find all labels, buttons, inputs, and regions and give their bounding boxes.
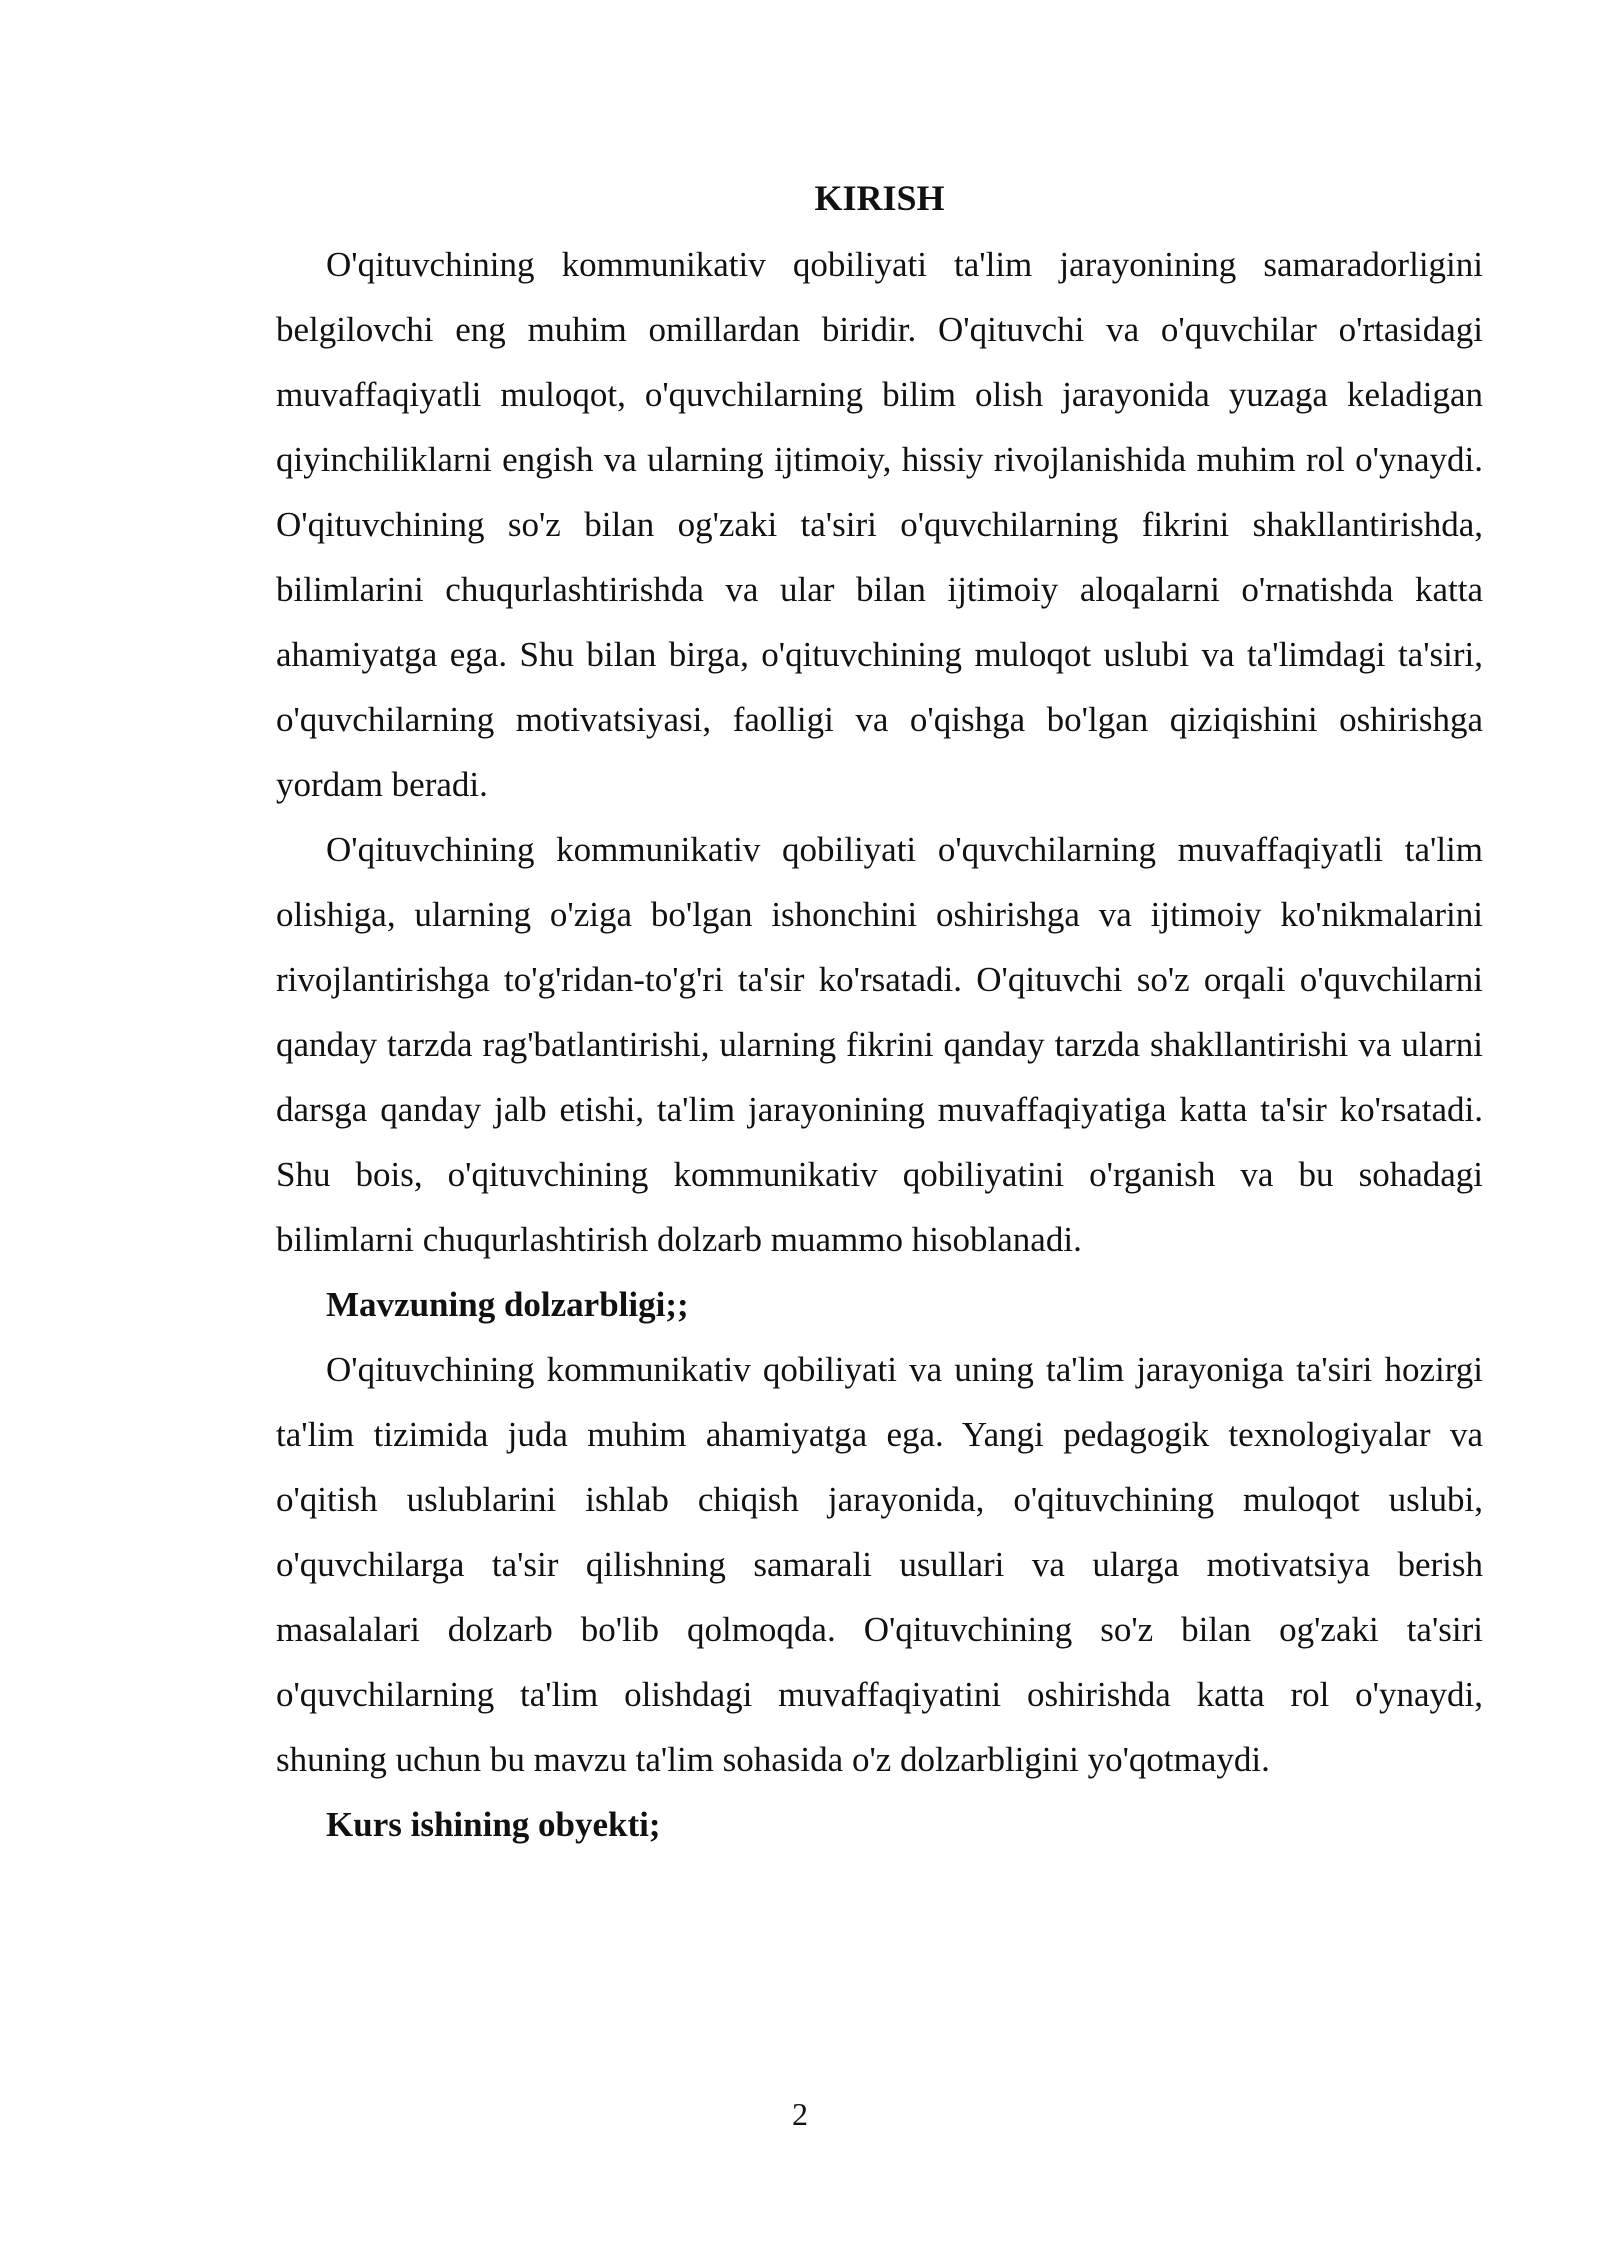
- page-title: KIRISH: [814, 178, 945, 218]
- relevance-paragraph: O'qituvchining kommunikativ qobiliyati va uning ta'lim jarayoniga ta'siri hozirgi ta'lim tizimida juda muhim ahamiyatga ega. Yangi pedagogik texnologiyalar va o'qitish uslublarini ishlab chiqish jarayonida, o'qituvchining muloqot uslubi, o'quvchilarga ta'sir qilishning samarali usullari va ularga motivatsiya berish masalalari dolzarb bo'lib qolmoqda. O'qituvchining so'z bilan og'zaki ta'siri o'quvchilarning ta'lim olishdagi muvaffaqiyatini oshirishda katta rol o'ynaydi, shuning uchun bu mavzu ta'lim sohasida o'z dolzarbligini yo'qotmaydi.: [276, 1350, 1483, 1779]
- page-content: [276, 172, 1483, 1857]
- page-number: 2: [792, 2096, 808, 2132]
- body-paragraph: O'qituvchining kommunikativ qobiliyati o'quvchilarning muvaffaqiyatli ta'lim olishiga, ularning o'ziga bo'lgan ishonchini oshirishga va ijtimoiy ko'nikmalarini rivojlantirishga to'g'ridan-to'g'ri ta'sir ko'rsatadi. O'qituvchi so'z orqali o'quvchilarni qanday tarzda rag'batlantirishi, ularning fikrini qanday tarzda shakllantirishi va ularni darsga qanday jalb etishi, ta'lim jarayonining muvaffaqiyatiga katta ta'sir ko'rsatadi. Shu bois, o'qituvchining kommunikativ qobiliyatini o'rganish va bu sohadagi bilimlarni chuqurlashtirish dolzarb muammo hisoblanadi.: [276, 830, 1483, 1259]
- section-heading-object: Kurs ishining obyekti;: [326, 1805, 661, 1844]
- intro-paragraph: O'qituvchining kommunikativ qobiliyati ta'lim jarayonining samaradorligini belgilovchi eng muhim omillardan biridir. O'qituvchi va o'quvchilar o'rtasidagi muvaffaqiyatli muloqot, o'quvchilarning bilim olish jarayonida yuzaga keladigan qiyinchiliklarni engish va ularning ijtimoiy, hissiy rivojlanishida muhim rol o'ynaydi. O'qituvchining so'z bilan og'zaki ta'siri o'quvchilarning fikrini shakllantirishda, bilimlarini chuqurlashtirishda va ular bilan ijtimoiy aloqalarni o'rnatishda katta ahamiyatga ega. Shu bilan birga, o'qituvchining muloqot uslubi va ta'limdagi ta'siri, o'quvchilarning motivatsiyasi, faolligi va o'qishga bo'lgan qiziqishini oshirishga yordam beradi.: [276, 245, 1483, 804]
- section-heading-relevance: Mavzuning dolzarbligi;;: [326, 1285, 689, 1324]
